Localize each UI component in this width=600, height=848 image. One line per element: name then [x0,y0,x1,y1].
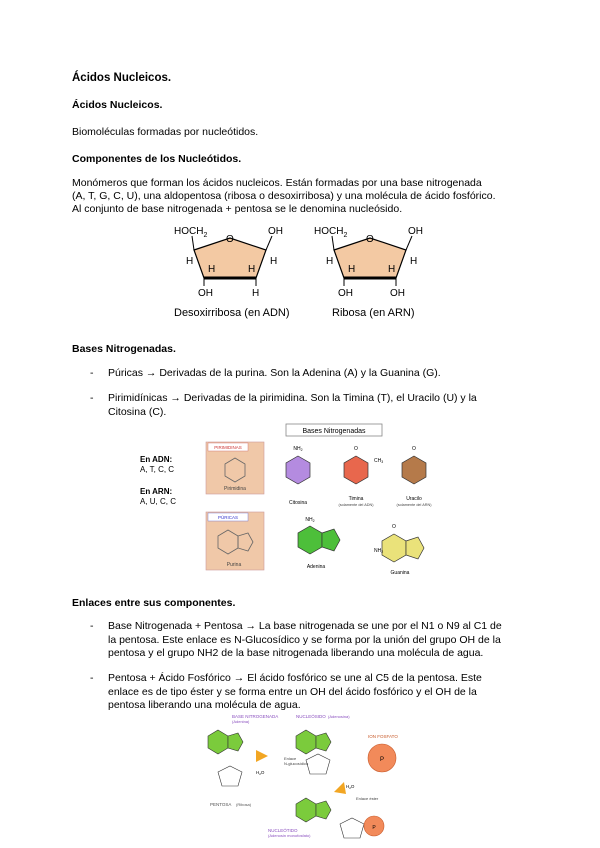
list-bullet: - [90,392,94,404]
svg-text:OH: OH [390,288,405,299]
list-item-puricas: Púricas → Derivadas de la purina. Son la Adenina (A) y la Guanina (G). [108,367,441,379]
svg-text:H: H [348,264,356,275]
para-line: (A, T, G, C, U), una aldopentosa (ribosa o desoxirribosa) y una molécula de ácido fosfórico. [72,190,496,202]
svg-text:(Adenina): (Adenina) [232,719,250,724]
svg-text:H: H [252,288,260,299]
ribose-label: Ribosa (en ARN) [332,307,415,319]
deoxyribose-structure [174,226,290,319]
svg-text:Enlace: Enlace [284,756,297,761]
para-line: Monómeros que forman los ácidos nucleicos. Están formadas por una base nitrogenada [72,177,482,189]
svg-text:PIRIMIDINAS: PIRIMIDINAS [214,445,242,450]
adenina-molecule [298,517,340,570]
adenine-base [208,730,243,754]
section-heading-enlaces: Enlaces entre sus componentes. [72,597,236,609]
svg-text:O: O [354,446,358,452]
svg-text:PENTOSA: PENTOSA [210,802,232,807]
bases-figure-title: Bases Nitrogenadas [302,428,366,435]
svg-text:NH2: $NH_2$ [305,517,315,523]
arn-label: En ARN: [140,487,173,496]
purina-card [206,512,264,570]
list-bullet: - [90,367,94,379]
svg-text:(Ribosa): (Ribosa) [236,802,252,807]
svg-text:(solamente del ADN): (solamente del ADN) [338,503,374,507]
svg-text:OH: OH [198,288,213,299]
svg-text:BASE NITROGENADA: BASE NITROGENADA [232,714,279,719]
section-text-acidos: Biomoléculas formadas por nucleótidos. [72,126,259,138]
ribose-pentose [210,766,252,807]
svg-text:O: O [366,234,374,245]
svg-text:NUCLEÓTIDO: NUCLEÓTIDO [268,828,298,833]
svg-text:H: H [186,256,194,267]
oh-label: OH [268,226,283,237]
svg-text:Pirimidina: Pirimidina [224,486,246,492]
nucleotide [296,798,384,838]
arn-bases: A, U, C, C [140,497,177,506]
list-item-ester: Pentosa + Ácido Fosfórico → El ácido fosfórico se une al C5 de la pentosa. Este enlace es de tipo éster y se forma entre un OH del ácido fosfórico y el OH de la pentosa liberando una molécula de agua. [108,672,482,711]
para-line: Al conjunto de base nitrogenada + pentosa se le denomina nucleósido. [72,203,403,215]
page-title: Ácidos Nucleicos. [72,72,172,84]
svg-text:H: H [388,264,396,275]
svg-text:HOCH2: $HOCH_2$ [174,226,208,239]
guanina-molecule [374,524,424,576]
pentose-figure [170,220,440,325]
adn-label: En ADN: [140,455,173,464]
guanina-label: Guanina [390,570,410,576]
svg-text:P: P [379,757,385,763]
svg-text:O: O [412,446,416,452]
ribose-structure [314,226,423,319]
svg-text:H2O: $H_2O$ [256,770,265,776]
svg-text:Purina: Purina [226,562,242,568]
svg-text:NH2: $NH_2$ [293,446,303,452]
arrow-icon [256,750,268,762]
arrow-icon [334,782,346,794]
pirimidina-card [206,442,264,494]
ring-oxygen: O [226,234,234,245]
list-item-pirimidinicas: Pirimidínicas → Derivadas de la pirimidina. Son la Timina (T), el Uracilo (U) y la Citosina (C). [108,392,477,418]
svg-text:(Adenosin monofosfato): (Adenosin monofosfato) [268,833,311,838]
hoch2-text: HOCH [174,226,204,237]
svg-text:CH3: $CH_3$ [374,458,384,464]
svg-text:O: O [392,524,396,530]
section-heading-acidos: Ácidos Nucleicos. [72,99,163,111]
svg-text:ION FOSFATO: ION FOSFATO [368,734,398,739]
list-item-n-glucosidico: Base Nitrogenada + Pentosa → La base nitrogenada se une por el N1 o N9 al C1 de la pentosa. Este enlace es N-Glucosídico y se forma por la unión del grupo OH de la pentosa y el grupo NH2 de la base nitrogenada liberando una molécula de agua. [108,620,502,659]
svg-text:OH: OH [408,226,423,237]
citosina-label: Citosina [288,500,308,506]
svg-text:P: P [372,825,376,831]
list-bullet: - [90,672,94,684]
adenina-label: Adenina [306,564,326,570]
svg-text:Enlace éster: Enlace éster [356,796,379,801]
section-heading-bases: Bases Nitrogenadas. [72,343,176,355]
svg-text:H: H [326,256,334,267]
svg-text:H: H [208,264,216,275]
svg-text:H: H [410,256,418,267]
nucleoside [296,730,331,774]
svg-text:NH2: $NH_2$ [374,548,384,554]
svg-text:PÚRICAS: PÚRICAS [217,515,239,520]
svg-text:H: H [270,256,278,267]
svg-text:H: H [248,264,256,275]
bases-figure [138,422,458,582]
adn-bases: A, T, C, C [140,465,175,474]
svg-text:(Adenosina): (Adenosina) [328,714,350,719]
timina-label: Timina [348,496,364,502]
deoxyribose-label: Desoxirribosa (en ADN) [174,307,290,319]
uracilo-label: Uracilo [406,496,422,502]
svg-text:OH: OH [338,288,353,299]
section-heading-componentes: Componentes de los Nucleótidos. [72,153,242,165]
list-bullet: - [90,620,94,632]
svg-text:NUCLEÓSIDO: NUCLEÓSIDO [296,714,326,719]
svg-text:N-glucosídico: N-glucosídico [284,761,309,766]
svg-text:HOCH2: $HOCH_2$ [314,226,348,239]
citosina-molecule [286,446,310,506]
svg-text:(solamente del ARN): (solamente del ARN) [396,503,432,507]
uracilo-molecule [396,446,432,507]
timina-molecule [338,446,383,507]
svg-text:H2O: $H_2O$ [346,784,355,790]
nucleotide-figure [196,712,426,846]
